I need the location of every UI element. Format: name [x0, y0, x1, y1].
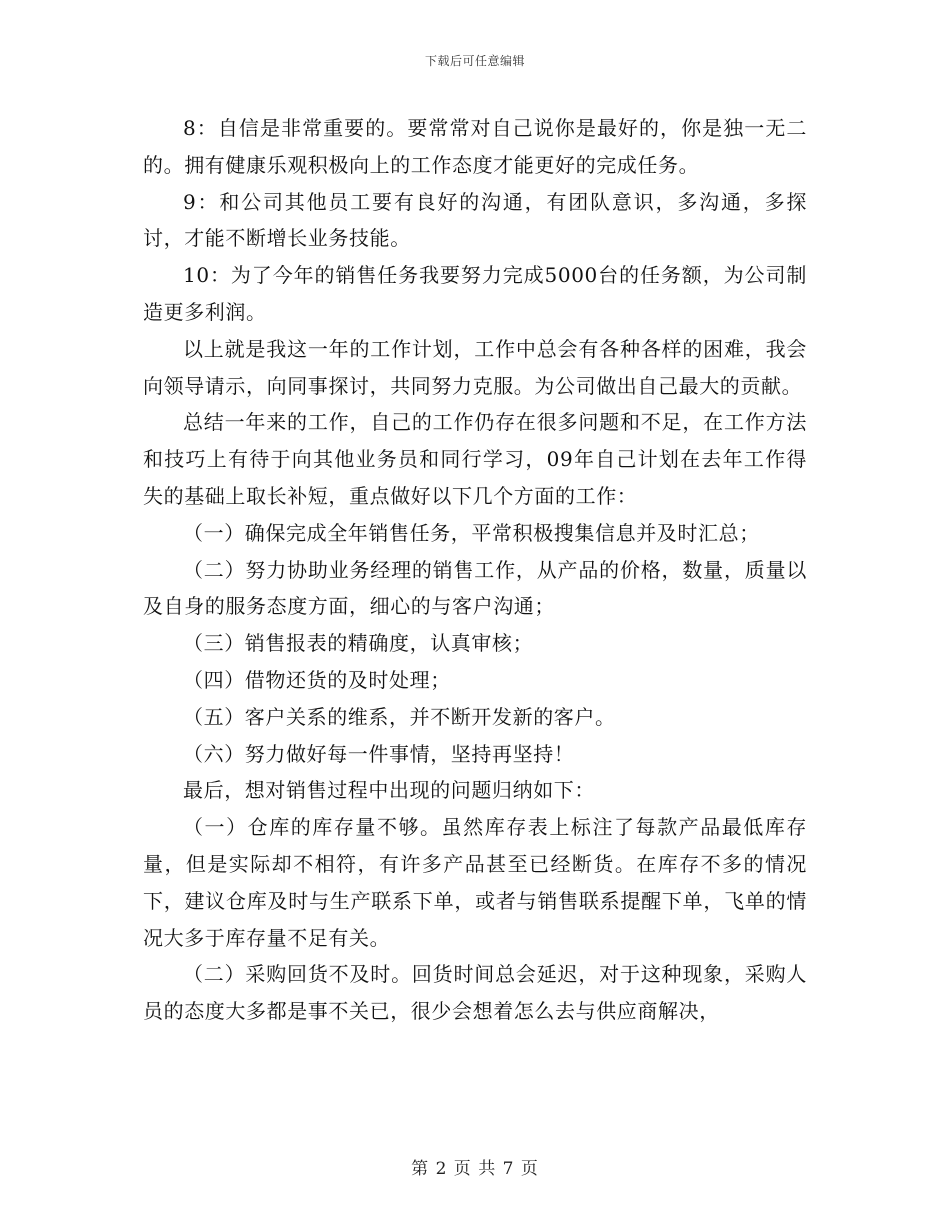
problem-item-2: （二）采购回货不及时。回货时间总会延迟，对于这种现象，采购人员的态度大多都是事不关已，很少会想着怎么去与供应商解决，	[143, 962, 807, 1024]
list-item-2: （二）努力协助业务经理的销售工作，从产品的价格，数量，质量以及自身的服务态度方面，细心的与客户沟通；	[143, 557, 807, 619]
paragraph-year-review: 总结一年来的工作，自己的工作仍存在很多问题和不足，在工作方法和技巧上有待于向其他业务员和同行学习，09年自己计划在去年工作得失的基础上取长补短，重点做好以下几个方面的工作：	[143, 410, 807, 508]
paragraph-item-10: 10：为了今年的销售任务我要努力完成5000台的任务额，为公司制造更多利润。	[143, 263, 807, 324]
list-item-4: （四）借物还货的及时处理；	[183, 667, 451, 692]
list-item-3: （三）销售报表的精确度，认真审核；	[183, 631, 534, 656]
list-item-6: （六）努力做好每一件事情，坚持再坚持！	[183, 741, 575, 766]
list-item-5: （五）客户关系的维系，并不断开发新的客户。	[183, 704, 616, 729]
page-header: 下载后可任意编辑	[424, 54, 525, 68]
problem-item-1: （一）仓库的库存量不够。虽然库存表上标注了每款产品最低库存量，但是实际却不相符，有许多产品甚至已经断货。在库存不多的情况下，建议仓库及时与生产联系下单，或者与销售联系提醒下单，飞单的情况大多于库存量不足有关。	[143, 815, 807, 950]
paragraph-plan-summary: 以上就是我这一年的工作计划，工作中总会有各种各样的困难，我会向领导请示，向同事探讨，共同努力克服。为公司做出自己最大的贡献。	[143, 336, 807, 398]
list-item-1: （一）确保完成全年销售任务，平常积极搜集信息并及时汇总；	[183, 520, 760, 545]
paragraph-item-8: 8：自信是非常重要的。要常常对自己说你是最好的，你是独一无二的。拥有健康乐观积极向上的工作态度才能更好的完成任务。	[143, 116, 807, 177]
paragraph-problems-intro: 最后，想对销售过程中出现的问题归纳如下：	[183, 778, 595, 803]
page-number: 第 2 页 共 7 页	[411, 1159, 539, 1179]
paragraph-item-9: 9：和公司其他员工要有良好的沟通，有团队意识，多沟通，多探讨，才能不断增长业务技能。	[143, 189, 807, 251]
document-body	[143, 110, 807, 1030]
